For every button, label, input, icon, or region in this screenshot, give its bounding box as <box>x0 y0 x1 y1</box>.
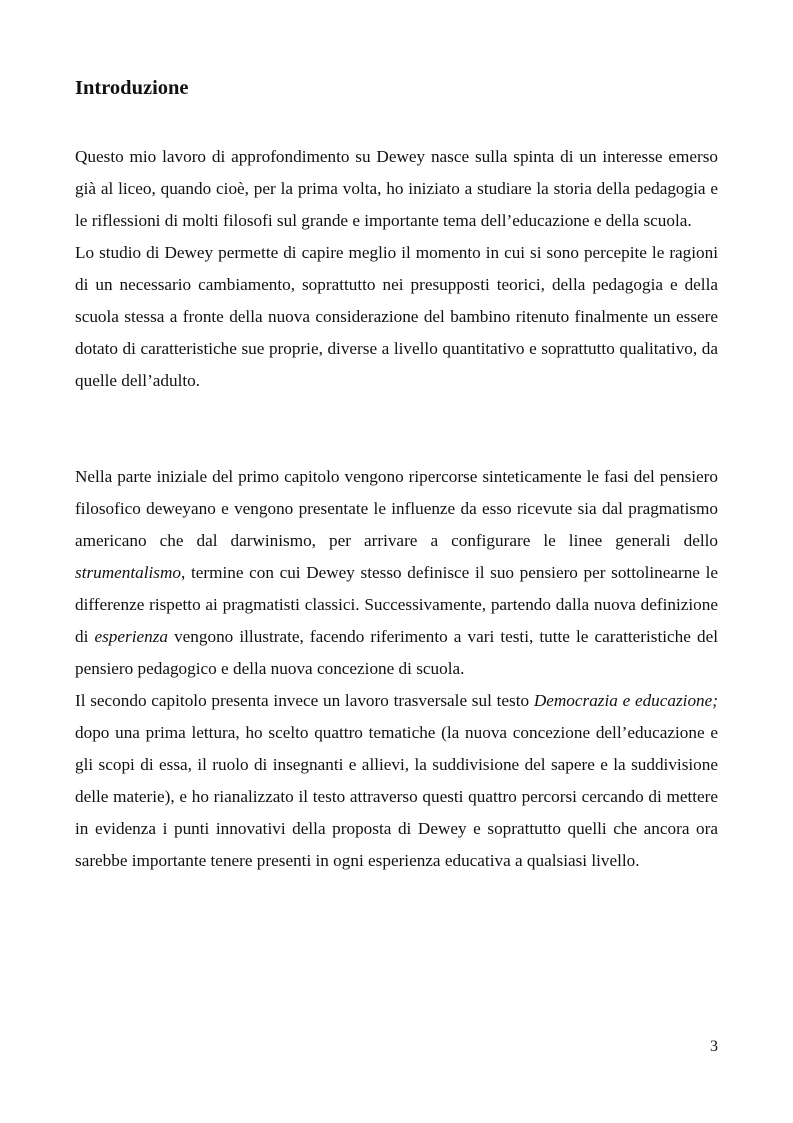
paragraph-4 <box>75 685 718 877</box>
term-strumentalismo: strumentalismo <box>75 563 181 582</box>
chapters-text-block <box>75 461 718 877</box>
paragraph-3-text-3: vengono illustrate, facendo riferimento a vari testi, tutte le caratteristiche del pensiero pedagogico e della nuova concezione di scuola. <box>75 627 718 678</box>
paragraph-1: Questo mio lavoro di approfondimento su Dewey nasce sulla spinta di un interesse emerso già al liceo, quando cioè, per la prima volta, ho iniziato a studiare la storia della pedagogia e le riflessioni di molti filosofi sul grande e importante tema dell’educazione e della scuola. <box>75 147 718 230</box>
paragraph-3-text-1: Nella parte iniziale del primo capitolo vengono ripercorse sinteticamente le fasi del pensiero filosofico deweyano e vengono presentate le influenze da esso ricevute sia dal pragmatismo americano che dal darwinismo, per arrivare a configurare le linee generali dello <box>75 467 718 550</box>
paragraph-3-text-2: , termine con cui Dewey stesso definisce il suo pensiero per sottolinearne le differenze rispetto ai pragmatisti classici. Successivamente, partendo dalla nuova definizione di <box>75 563 718 646</box>
term-esperienza: esperienza <box>94 627 168 646</box>
paragraph-2: Lo studio di Dewey permette di capire meglio il momento in cui si sono percepite le ragioni di un necessario cambiamento, soprattutto nei presupposti teorici, della pedagogia e della scuola stessa a fronte della nuova considerazione del bambino ritenuto finalmente un essere dotato di caratteristiche sue proprie, diverse a livello quantitativo e soprattutto qualitativo, da quelle dell’adulto. <box>75 243 718 390</box>
paragraph-4-text-2: dopo una prima lettura, ho scelto quattro tematiche (la nuova concezione dell’educazione e gli scopi di essa, il ruolo di insegnanti e allievi, la suddivisione del sapere e la suddivisione delle materie), e ho rianalizzato il testo attraverso questi quattro percorsi cercando di mettere in evidenza i punti innovativi della proposta di Dewey e soprattutto quelli che ancora ora sarebbe importante tenere presenti in ogni esperienza educativa a qualsiasi livello. <box>75 723 718 870</box>
intro-text-block <box>75 141 718 397</box>
paragraph-4-text-1: Il secondo capitolo presenta invece un lavoro trasversale sul testo <box>75 691 534 710</box>
book-title: Democrazia e educazione; <box>533 691 718 710</box>
paragraph-3 <box>75 461 718 685</box>
page-number: 3 <box>710 1038 718 1055</box>
section-heading: Introduzione <box>75 77 189 99</box>
